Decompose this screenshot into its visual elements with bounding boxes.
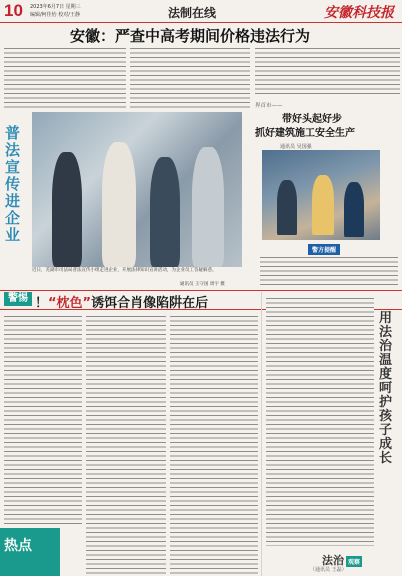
right-section-label: 界首市—— [255, 103, 283, 109]
law-column-name: 法治 [322, 554, 344, 567]
article-body-col-1 [4, 46, 126, 108]
lower-headline-rest: 诱饵合肖像陷阱在后 [91, 296, 209, 311]
vertical-column-title: 用法治温度呵护孩子成长 [379, 311, 393, 466]
article-body-col-3 [255, 46, 400, 96]
main-headline: 安徽：严查中高考期间价格违法行为 [70, 27, 311, 45]
page-number: 10 [4, 1, 23, 20]
lower-body-col-3 [170, 314, 258, 576]
article-body-col-4 [260, 255, 398, 287]
photo-figure [102, 142, 136, 267]
right-column-byline: （通讯员 王磊） [310, 567, 347, 573]
lower-headline-quote: “枕色” [48, 296, 92, 311]
section-title: 法制在线 [168, 6, 217, 20]
hot-label: 热点 [4, 538, 32, 554]
photo-figure [312, 175, 334, 235]
construction-photo [262, 150, 380, 240]
photo-figure [192, 147, 224, 267]
warning-tag: 警惕 [4, 292, 32, 306]
issue-date: 2023年6月7日 星期三 [30, 4, 81, 10]
article-body-col-2 [130, 46, 250, 108]
photo-caption: 近日，芜湖市司法局普法宣传小组走进企业，开展法律知识宣讲活动，为企业员工答疑解惑。 [32, 268, 217, 273]
right-author: 通讯员 吴国强 [280, 144, 312, 150]
editors: 编辑/柯佳怡 校对/王静 [30, 12, 80, 18]
law-column-tag: 观察 [346, 556, 362, 567]
right-column-body [266, 296, 374, 546]
photo-credit: 通讯员 王守国 周宇 摄 [180, 282, 225, 287]
lower-headline [35, 292, 208, 311]
page-header [0, 0, 402, 23]
paper-masthead: 安徽科技报 [324, 5, 394, 21]
lower-headline-prefix: ！ [35, 296, 49, 311]
divider-rule [0, 290, 402, 291]
photo-figure [344, 182, 364, 237]
lower-body-col-2 [86, 314, 166, 576]
lower-body-col-1 [4, 314, 82, 526]
sub-heading-tag: 警方提醒 [308, 244, 340, 255]
right-headline-1: 带好头起好步 [282, 114, 342, 125]
photo-figure [52, 152, 82, 267]
photo-figure [277, 180, 297, 235]
right-headline-2: 抓好建筑施工安全生产 [255, 128, 355, 139]
vertical-slogan: 普法宣传进企业 [5, 124, 21, 244]
photo-figure [150, 157, 180, 267]
training-photo [32, 112, 242, 267]
